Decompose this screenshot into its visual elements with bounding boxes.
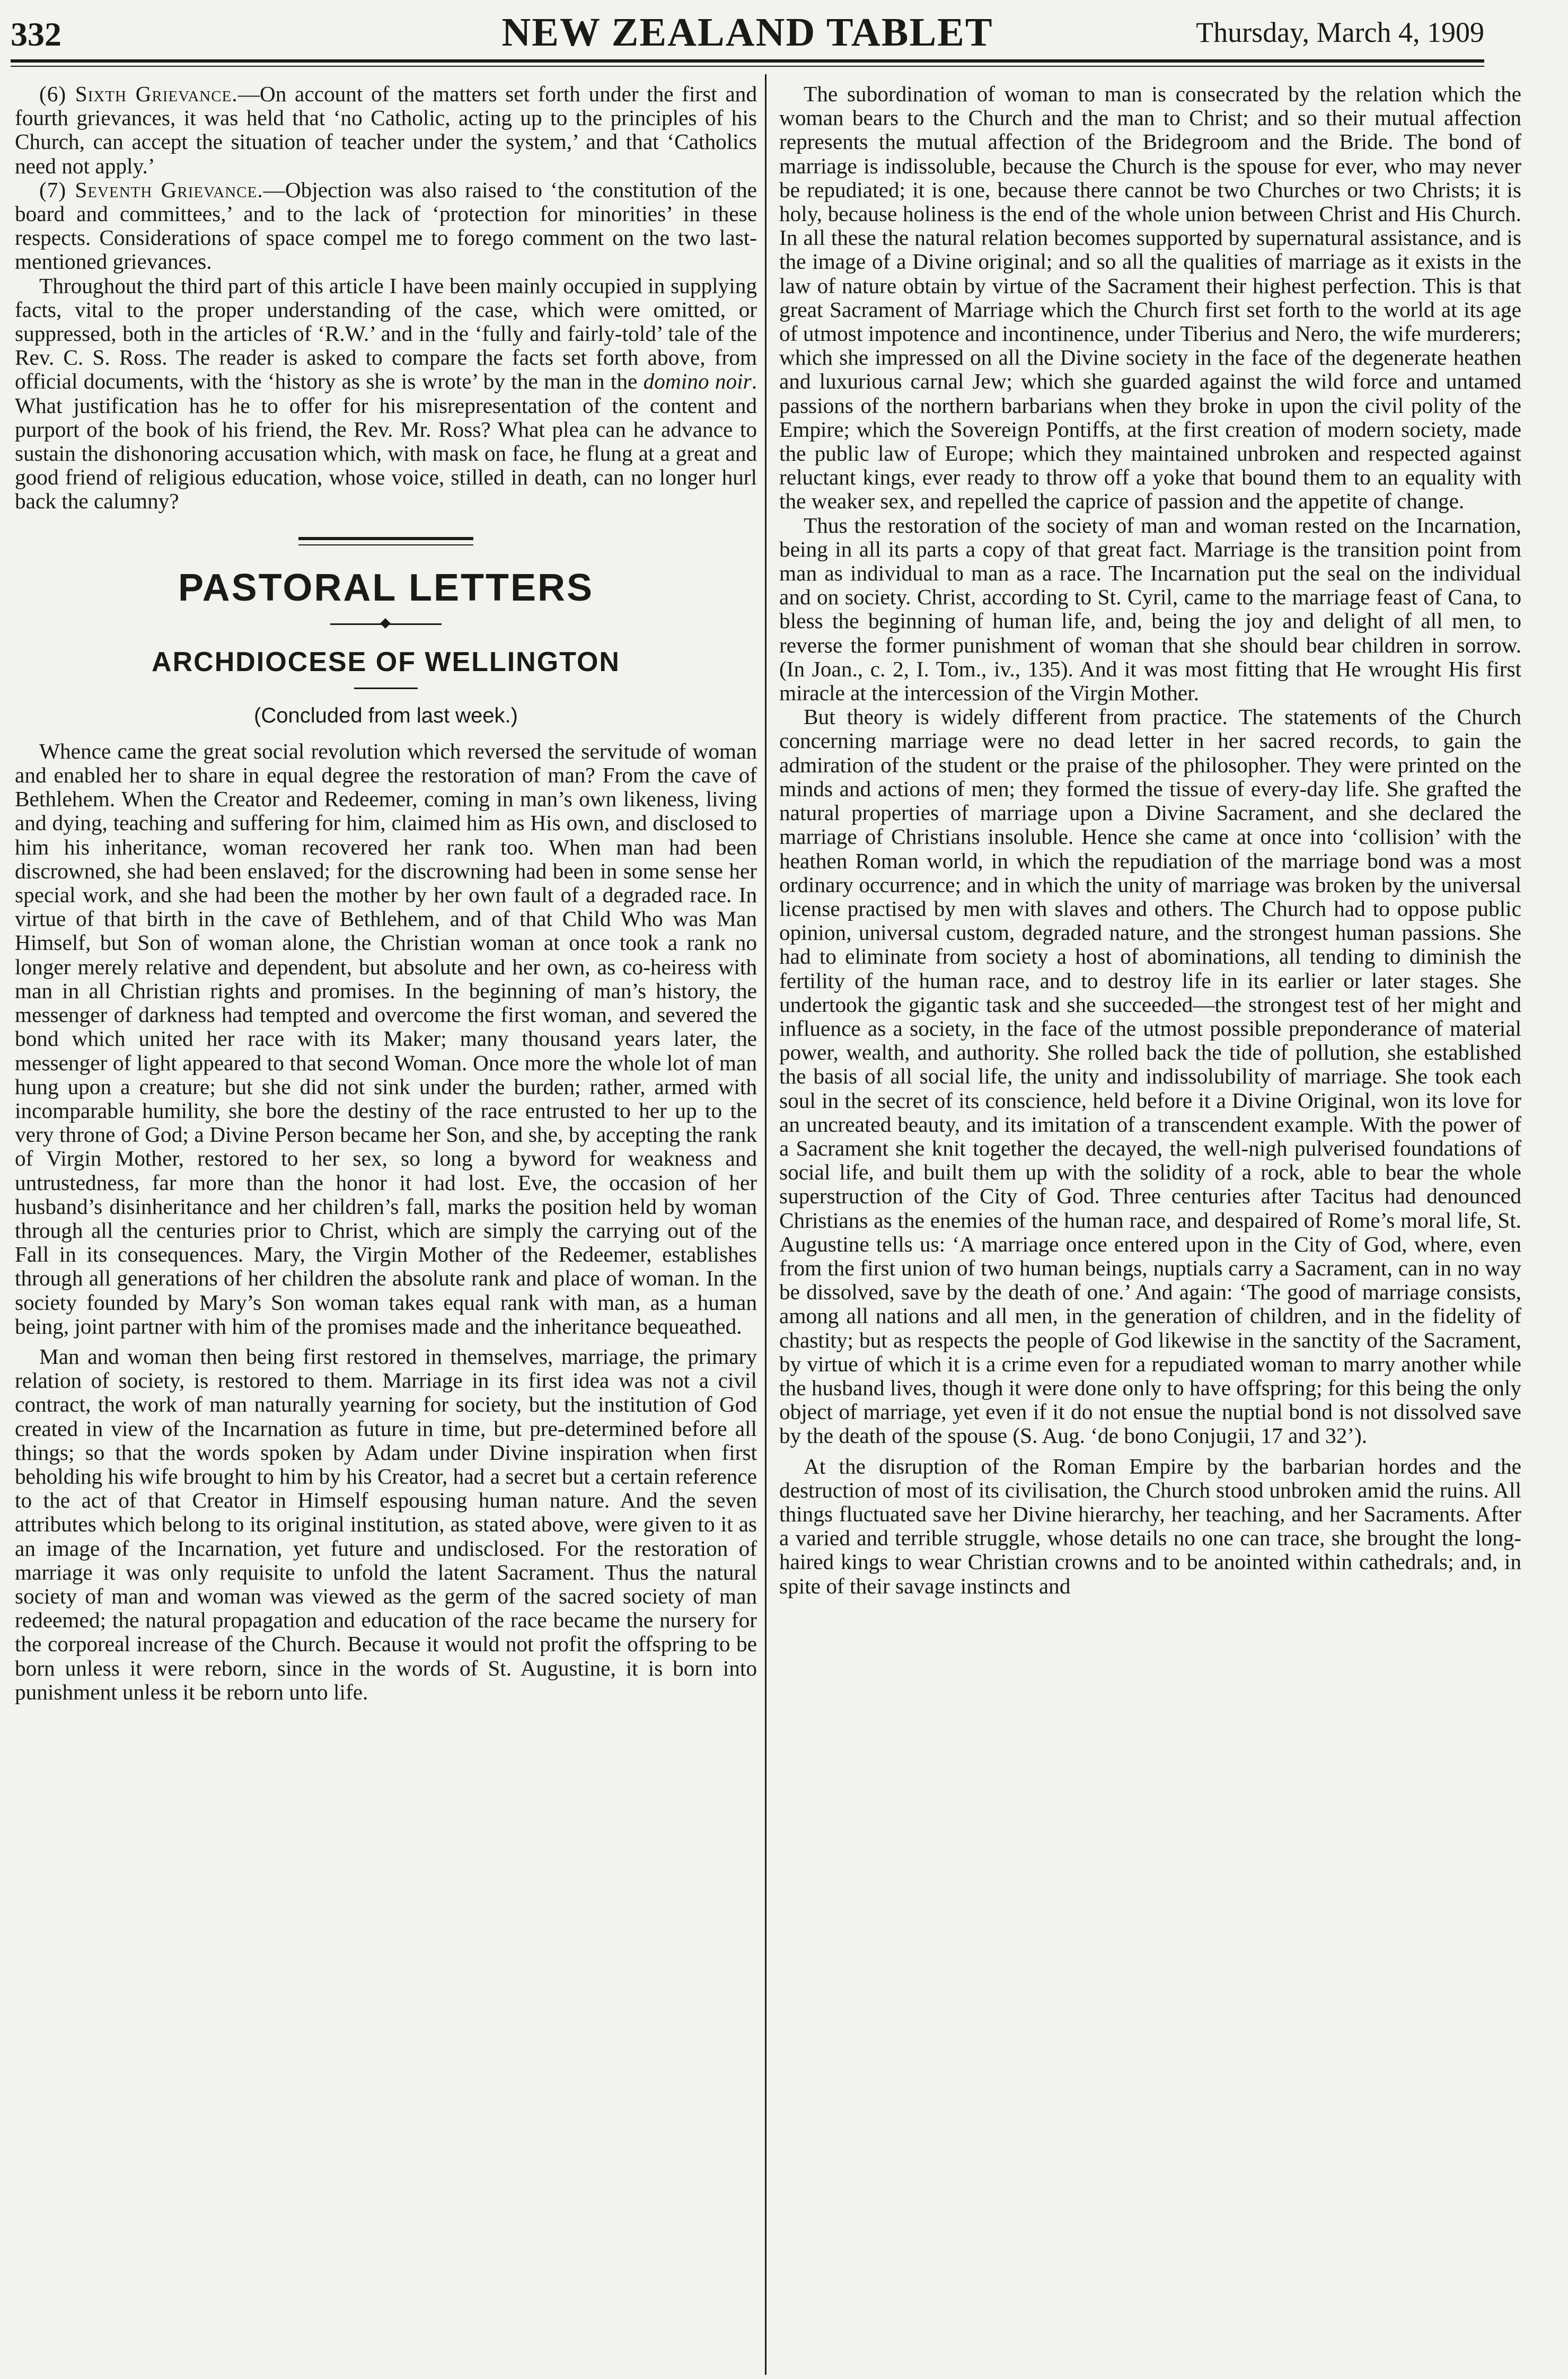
grievance-seven bbox=[15, 178, 757, 274]
masthead-rule-thin bbox=[11, 66, 1484, 67]
subsection-title: ARCHDIOCESE OF WELLINGTON bbox=[152, 646, 620, 677]
grievance-six bbox=[15, 82, 757, 178]
section-divider-thin bbox=[298, 544, 473, 545]
issue-date: Thursday, March 4, 1909 bbox=[1196, 16, 1484, 48]
section-divider bbox=[298, 537, 473, 540]
column-divider bbox=[765, 74, 767, 2375]
diamond-icon bbox=[380, 618, 391, 629]
paragraph-man-and-woman: Man and woman then being first restored in themselves, marriage, the primary relation of society, is restored to them. Marriage in its first idea was not a civil contract, the work of man naturally yearning for society, but the institution of God created in view of the Incarnation as future in time, but pre-determined before all things; so that the words spoken by Adam under Divine inspiration when first beholding his wife brought to him by his Creator, had a secret but a certain reference to the act of that Creator in Himself espousing human nature. And the seven attributes which belong to its original institution, as stated above, were given to it as an image of the Incarnation, yet future and undisclosed. For the restoration of marriage it was only requisite to unfold the latent Sacrament. Thus the natural society of man and woman was viewed as the germ of the sacred society of man redeemed; the natural propagation and education of the race became the nursery for the corporeal increase of the Church. Because it would not profit the offspring to be born unless it were reborn, since in the words of St. Augustine, it is born into punishment unless it be reborn unto life. bbox=[15, 1344, 757, 1704]
paragraph-subordination: The subordination of woman to man is consecrated by the relation which the woman bears to the Church and the man to Christ; and so their mutual affection represents the mutual affection of the Bridegroom and the Bride. The bond of marriage is indissoluble, because the Church is the spouse for ever, who may never be repudiated; it is one, because there cannot be two Churches or two Christs; it is holy, because holiness is the end of the whole union between Christ and His Church. In all these the natural relation becomes supported by supernatural assistance, and is the image of a Divine original; and so all the qualities of marriage as it exists in the law of nature obtain by virtue of the Sacrament their highest perfection. This is that great Sacrament of Marriage which the Church first set forth to the world at its age of utmost impotence and incontinence, under Tiberius and Nero, the wife murderers; which she impressed on all the Divine society in the face of the degenerate heathen and luxurious carnal Jew; which she guarded against the wild force and untamed passions of the northern barbarians when they broke in upon the civil polity of the Empire; which the Sovereign Pontiffs, at the first creation of modern society, made the public law of Europe; which they maintained unbroken and respected against reluctant kings, ever ready to throw off a yoke that bound them to an equality with the weaker sex, and repelled the caprice of passion and the appetite of change. bbox=[779, 82, 1521, 514]
paragraph-third-part: Throughout the third part of this article I have been mainly occupied in supplying facts, vital to the proper understanding of the case, which were omitted, or suppressed, both in the articles of ‘R.W.’ and in the ‘fully and fairly-told’ tale of the Rev. C. S. Ross. The reader is asked to compare the facts set forth above, from official documents, with the ‘history as she is wrote’ by the man in the domino noir. What justification has he to offer for his misrepresentation of the content and purport of the book of his friend, the Rev. Mr. Ross? What plea can he advance to sustain the dishonoring accusation which, with mask on face, he flung at a great and good friend of religious education, whose voice, stilled in death, can no longer hurl back the calumny? bbox=[15, 273, 757, 514]
section-title: PASTORAL LETTERS bbox=[178, 566, 594, 609]
right-column bbox=[779, 82, 1521, 2372]
concluded-note: (Concluded from last week.) bbox=[254, 703, 518, 727]
grievance-six-text: —On account of the matters set forth under the first and fourth grievances, it was held that ‘no Catholic, acting up to the principles of his Church, can accept the situation of teacher under the system,’ and that ‘Catholics need not apply.’ bbox=[15, 82, 757, 178]
page-number: 332 bbox=[11, 15, 61, 53]
paragraph-whence: Whence came the great social revolution which reversed the servitude of woman and enabled her to share in equal degree the restoration of man? From the cave of Bethlehem. When the Creator and Redeemer, coming in man’s own likeness, living and dying, teaching and suffering for him, claimed him as His own, and disclosed to him his inheritance, woman recovered her rank too. When man had been discrowned, she had been enslaved; for the discrowning had been in some sense her special work, and she had been the mother by her own fault of a degraded race. In virtue of that birth in the cave of Bethlehem, and of that Child Who was Man Himself, but Son of woman alone, the Christian woman at once took a rank no longer merely relative and dependent, but absolute and her own, as co-heiress with man in all Christian rights and promises. In the beginning of man’s history, the messenger of darkness had tempted and overcome the first woman, and severed the bond which united her race with its Maker; many thousand years later, the messenger of light appeared to that second Woman. Once more the whole lot of man hung upon a creature; but she did not sink under the burden; rather, armed with incomparable humility, she bore the destiny of the race entrusted to her up to the very throne of God; a Divine Person became her Son, and she, by accepting the rank of Virgin Mother, restored to her sex, so long a byword for weakness and untrustedness, far more than the honor it had lost. Eve, the occasion of her husband’s disinheritance and her children’s fall, marks the position held by woman through all the centuries prior to Christ, which are simply the carrying out of the Fall in its consequences. Mary, the Virgin Mother of the Redeemer, establishes through all generations of her children the absolute rank and place of woman. In the society founded by Mary’s Son woman takes equal rank with man, as a human being, joint partner with him of the promises made and the inheritance bequeathed. bbox=[15, 738, 757, 1338]
grievance-six-label: (6) Sixth Grievance. bbox=[39, 82, 238, 106]
paragraph-but-theory: But theory is widely different from practice. The statements of the Church concerning marriage were no dead letter in her sacred records, to gain the admiration of the student or the praise of the philosopher. They were printed on the minds and actions of men; they formed the tissue of every-day life. She grafted the natural properties of marriage upon a Divine Sacrament, and she declared the marriage of Christians insoluble. Hence she came at once into ‘collision’ with the heathen Roman world, in which the repudiation of the marriage bond was a most ordinary occurrence; and in which the unity of marriage was broken by the universal license practised by men with slaves and others. The Church had to oppose public opinion, universal custom, degraded nature, and the strongest human passions. She had to eliminate from society a host of abominations, all tending to diminish the fertility of the human race, and to destroy life in its earlier or later stages. She undertook the gigantic task and she succeeded—the strongest test of her might and influence as a society, in the face of the utmost possible preponderance of material power, wealth, and authority. She rolled back the tide of pollution, she established the basis of all social life, the unity and indissolubility of marriage. She took each soul in the secret of its conscience, held before it a Divine Original, won its love for an uncreated beauty, and its imitation of a transcendent example. With the power of a Sacrament she knit together the decayed, the well-nigh pulverised foundations of social life, and built them up with the solidity of a rock, able to bear the whole superstruction of the City of God. Three centuries after Tacitus had denounced Christians as the enemies of the human race, and despaired of Rome’s moral life, St. Augustine tells us: ‘A marriage once entered upon in the City of God, where, even from the first union of two human beings, nuptials carry a Sacrament, can in no way be dissolved, save by the death of one.’ And again: ‘The good of marriage consists, among all nations and all men, in the generation of children, and in the fidelity of chastity; but as respects the people of God likewise in the sanctity of the Sacrament, by virtue of which it is a crime even for a repudiated woman to marry another while the husband lives, though it were done only to have offspring; for this being the only object of marriage, yet even if it do not ensue the nuptial bond is not dissolved save by the death of the spouse (S. Aug. ‘de bono Conjugii, 17 and 32’). bbox=[779, 704, 1521, 1448]
subsection-rule bbox=[354, 688, 418, 689]
grievance-seven-text: —Objection was also raised to ‘the constitution of the board and committees,’ and to the lack of ‘protection for minorities’ in these respects. Considerations of space compel me to forego comment on the two last-mentioned grievances. bbox=[15, 177, 757, 274]
paragraph-thus: Thus the restoration of the society of man and woman rested on the Incarnation, being in all its parts a copy of that great fact. Marriage is the transition point from man as individual to man as a race. The Incarnation put the seal on the individual and on society. Christ, according to St. Cyril, came to the marriage feast of Cana, to bless the beginning of human life, and, being the joy and delight of all men, to reverse the former punishment of woman that she should bear children in sorrow. (In Joan., c. 2, I. Tom., iv., 135). And it was most fitting that He wrought His first miracle at the intercession of the Virgin Mother. bbox=[779, 513, 1521, 706]
publication-title: NEW ZEALAND TABLET bbox=[501, 10, 993, 55]
grievance-seven-label: (7) Seventh Grievance. bbox=[39, 177, 263, 202]
masthead bbox=[11, 0, 1484, 57]
paragraph-disruption: At the disruption of the Roman Empire by the barbarian hordes and the destruction of most of its civilisation, the Church stood unbroken amid the ruins. All things fluctuated save her Divine hierarchy, her teaching, and her Sacraments. After a varied and terrible struggle, whose details no one can trace, she brought the long-haired kings to wear Christian crowns and to be anointed within cathedrals; and, in spite of their savage instincts and bbox=[779, 1453, 1521, 1598]
masthead-rule bbox=[11, 59, 1484, 63]
diamond-ornament bbox=[330, 619, 442, 629]
italic-domino-noir: domino noir bbox=[643, 369, 752, 394]
left-column bbox=[15, 82, 757, 2372]
